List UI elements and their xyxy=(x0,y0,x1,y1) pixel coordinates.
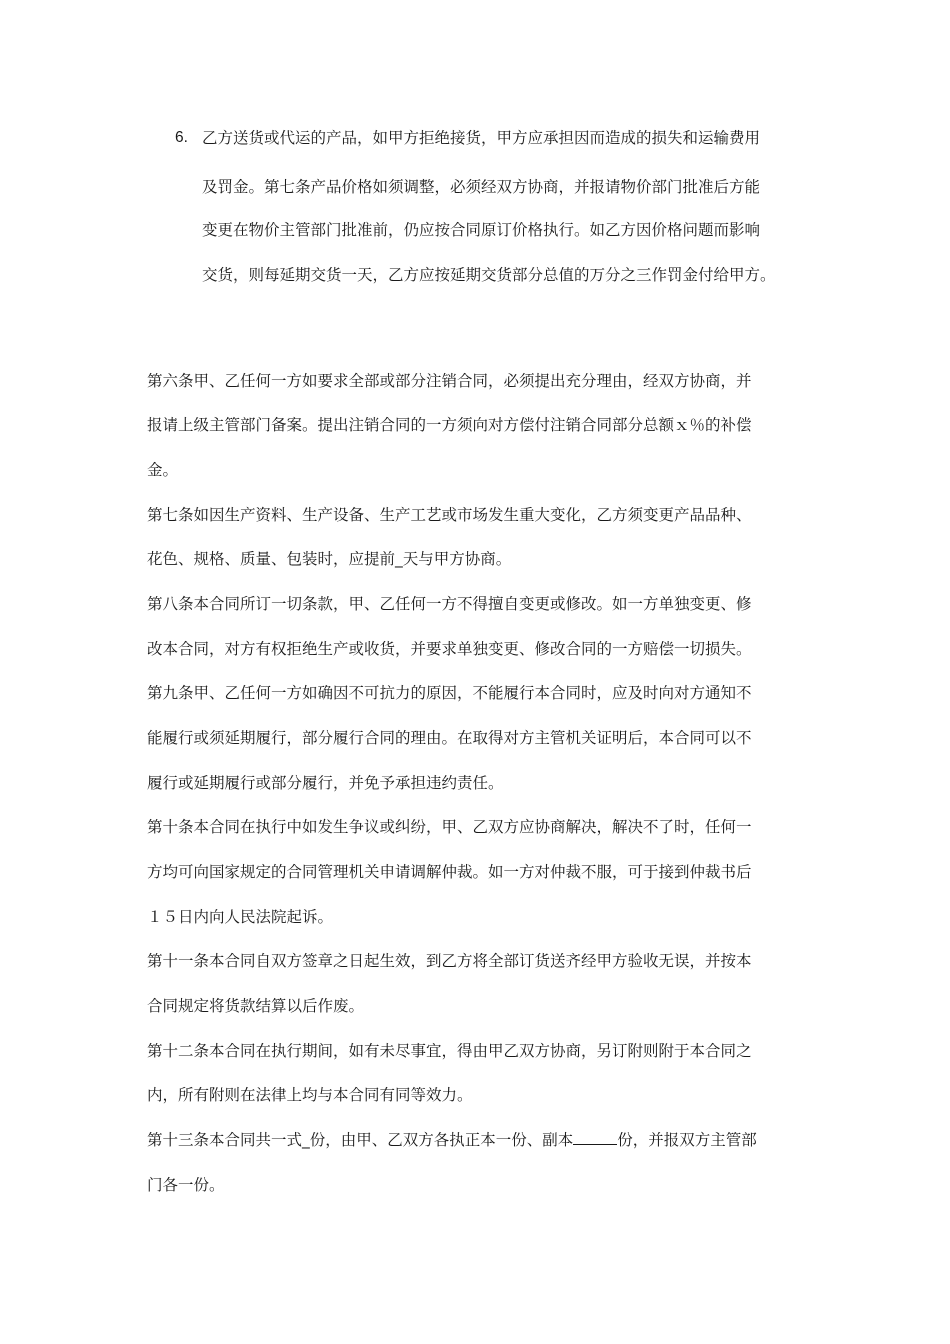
list-number: 6. xyxy=(175,129,188,146)
article-12-line: 第十二条本合同在执行期间，如有未尽事宜，得由甲乙双方协商，另订附则附于本合同之 xyxy=(147,1042,752,1060)
article-8-line: 第八条本合同所订一切条款，甲、乙任何一方不得擅自变更或修改。如一方单独变更、修 xyxy=(147,595,752,613)
article-13-line: 门各一份。 xyxy=(147,1176,225,1194)
article-7-line: 花色、规格、质量、包装时，应提前_天与甲方协商。 xyxy=(147,550,512,568)
article-7-line: 第七条如因生产资料、生产设备、生产工艺或市场发生重大变化，乙方须变更产品品种、 xyxy=(147,506,752,524)
article-6-line: 第六条甲、乙任何一方如要求全部或部分注销合同，必须提出充分理由，经双方协商，并 xyxy=(147,372,752,390)
article-11-line: 第十一条本合同自双方签章之日起生效，到乙方将全部订货送齐经甲方验收无误，并按本 xyxy=(147,952,752,970)
article-10-line: １５日内向人民法院起诉。 xyxy=(147,908,334,926)
item6-line: 及罚金。第七条产品价格如须调整，必须经双方协商，并报请物价部门批准后方能 xyxy=(202,178,761,196)
article-6-line: 金。 xyxy=(147,461,179,479)
article-6-line: 报请上级主管部门备案。提出注销合同的一方须向对方偿付注销合同部分总额ｘ％的补偿 xyxy=(147,416,752,434)
article-11-line: 合同规定将货款结算以后作废。 xyxy=(147,997,365,1015)
article-13-text-before-blank: 第十三条本合同共一式_份，由甲、乙双方各执正本一份、副本 xyxy=(147,1131,574,1149)
article-10-line: 第十条本合同在执行中如发生争议或纠纷，甲、乙双方应协商解决，解决不了时，任何一 xyxy=(147,818,752,836)
fill-in-blank xyxy=(573,1130,617,1145)
article-9-line: 第九条甲、乙任何一方如确因不可抗力的原因，不能履行本合同时，应及时向对方通知不 xyxy=(147,684,752,702)
article-12-line: 内，所有附则在法律上均与本合同有同等效力。 xyxy=(147,1086,473,1104)
article-8-line: 改本合同，对方有权拒绝生产或收货，并要求单独变更、修改合同的一方赔偿一切损失。 xyxy=(147,640,752,658)
article-13-text-after-blank: 份，并报双方主管部 xyxy=(617,1131,757,1149)
item6-line: 乙方送货或代运的产品，如甲方拒绝接货，甲方应承担因而造成的损失和运输费用 xyxy=(202,129,761,147)
item6-line: 交货，则每延期交货一天，乙方应按延期交货部分总值的万分之三作罚金付给甲方。 xyxy=(202,266,776,284)
article-10-line: 方均可向国家规定的合同管理机关申请调解仲裁。如一方对仲裁不服，可于接到仲裁书后 xyxy=(147,863,752,881)
article-13-line xyxy=(147,1130,757,1150)
item6-line: 变更在物价主管部门批准前，仍应按合同原订价格执行。如乙方因价格问题而影响 xyxy=(202,221,761,239)
article-9-line: 履行或延期履行或部分履行，并免予承担违约责任。 xyxy=(147,774,504,792)
article-9-line: 能履行或须延期履行，部分履行合同的理由。在取得对方主管机关证明后，本合同可以不 xyxy=(147,729,752,747)
